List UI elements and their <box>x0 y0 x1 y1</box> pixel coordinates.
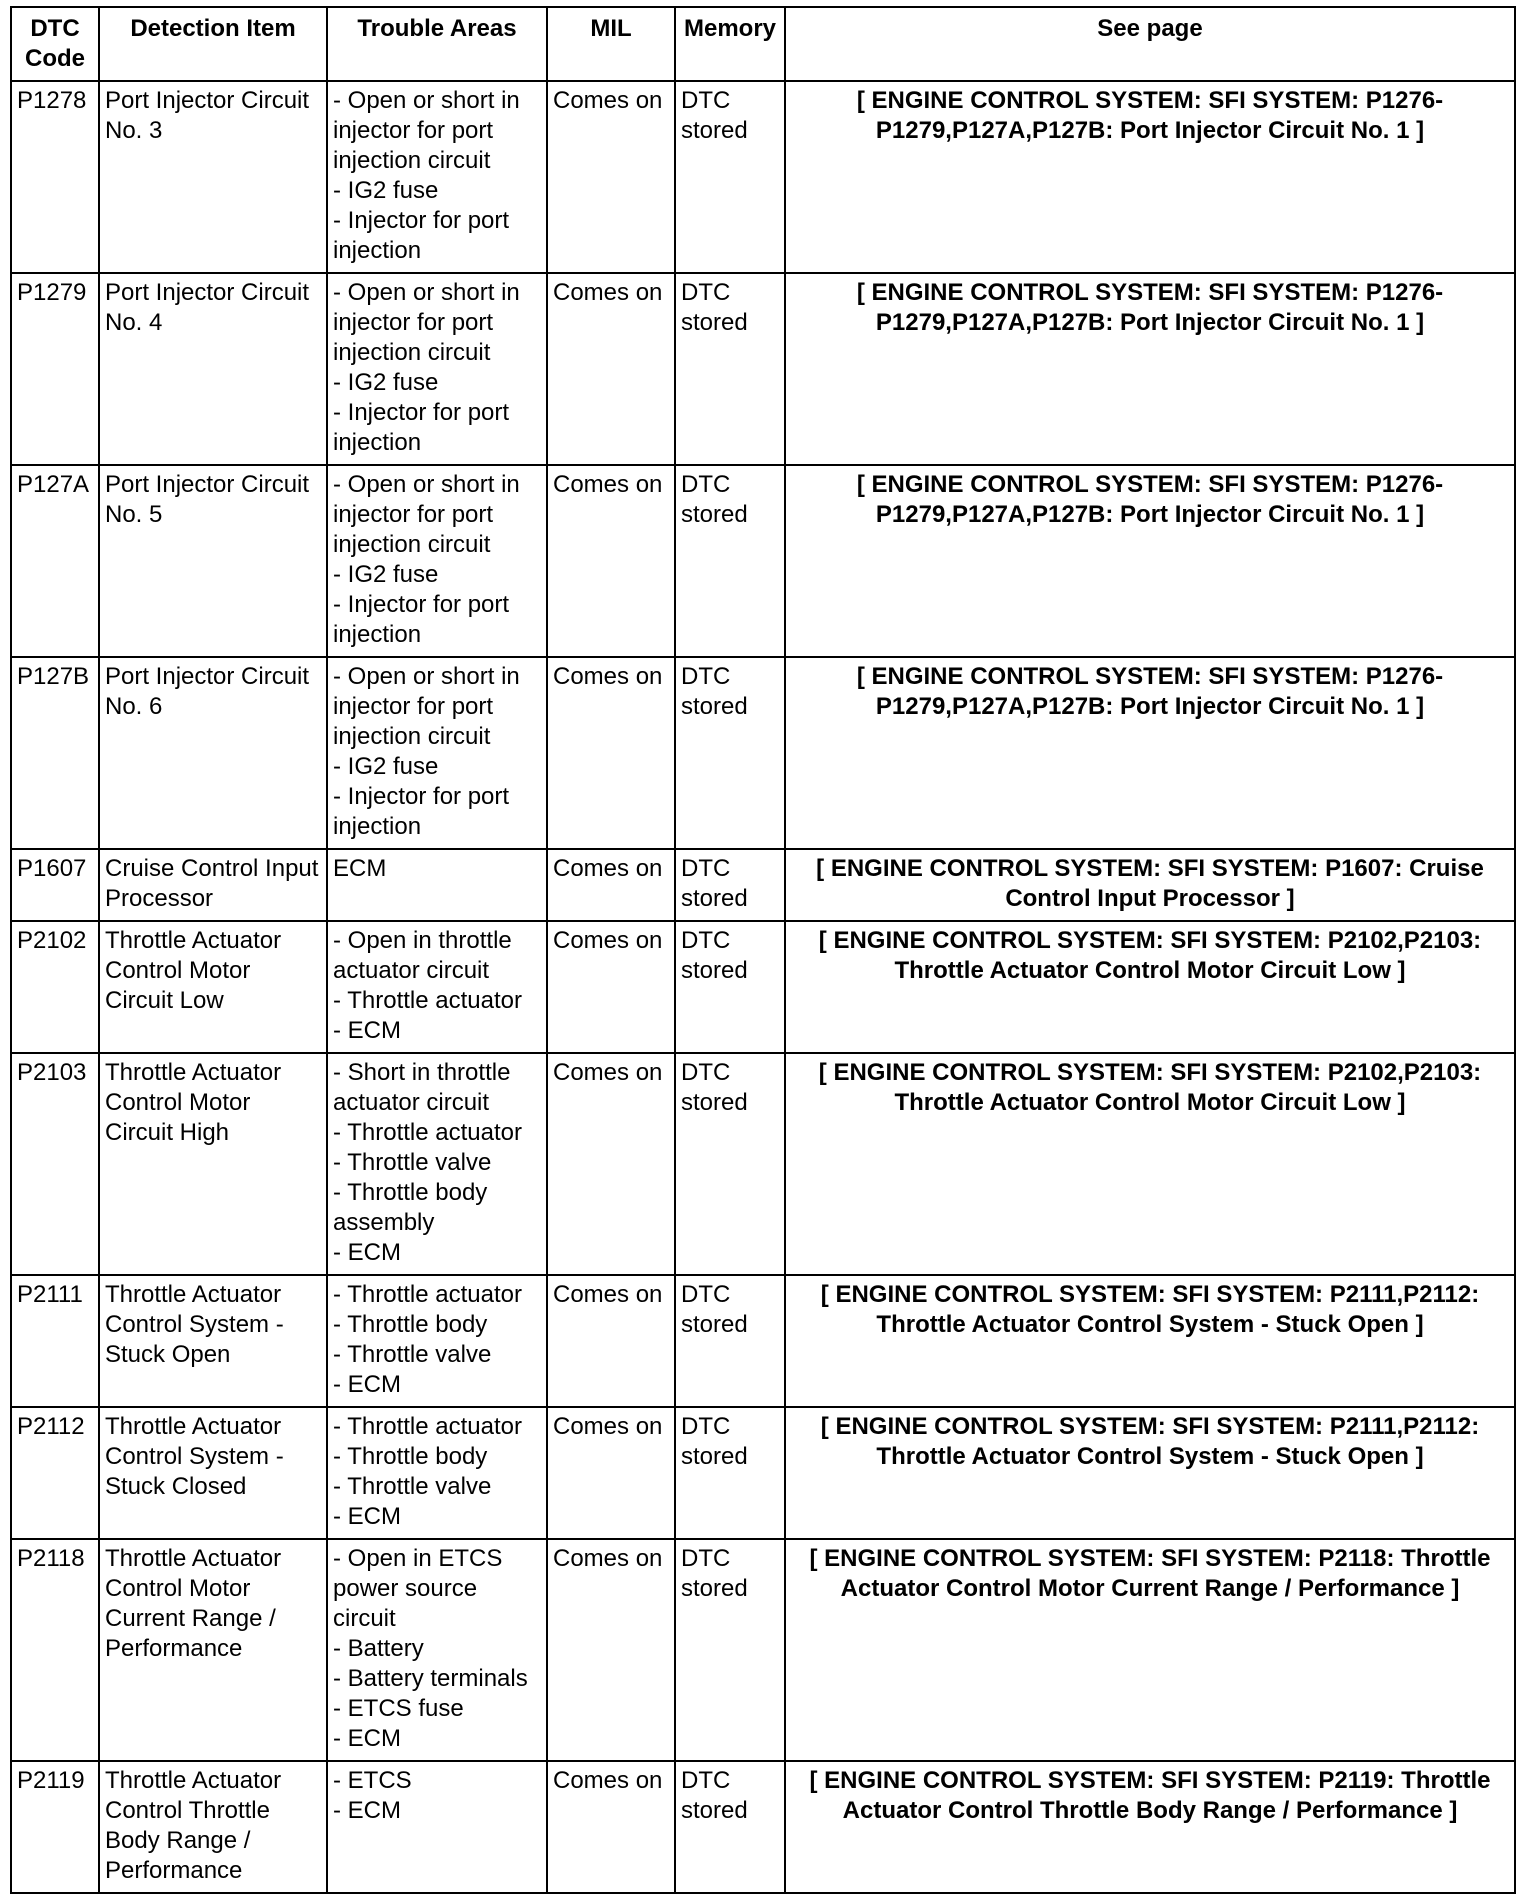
trouble-areas-cell <box>327 1275 547 1407</box>
trouble-area-line: - Open or short in injector for port injection circuit <box>333 663 520 750</box>
trouble-area-line: - Open or short in injector for port injection circuit <box>333 279 520 366</box>
see-page-cell: [ ENGINE CONTROL SYSTEM: SFI SYSTEM: P2118: Throttle Actuator Control Motor Current Range / Performance ] <box>785 1539 1515 1761</box>
trouble-areas-cell <box>327 1761 547 1893</box>
trouble-area-line: - Throttle valve <box>333 1149 492 1176</box>
table-row <box>11 1053 1515 1275</box>
trouble-area-line: - Throttle actuator <box>333 1119 522 1146</box>
memory-cell: DTC stored <box>675 849 785 921</box>
trouble-area-line: - ETCS <box>333 1767 412 1794</box>
mil-cell: Comes on <box>547 81 675 273</box>
detection-item-cell: Throttle Actuator Control Throttle Body Range / Performance <box>99 1761 327 1893</box>
see-page-cell: [ ENGINE CONTROL SYSTEM: SFI SYSTEM: P2111,P2112: Throttle Actuator Control System - Stuck Open ] <box>785 1407 1515 1539</box>
mil-cell: Comes on <box>547 657 675 849</box>
detection-item-cell: Port Injector Circuit No. 5 <box>99 465 327 657</box>
trouble-area-line: - Injector for port injection <box>333 399 510 456</box>
table-row <box>11 1539 1515 1761</box>
mil-cell: Comes on <box>547 465 675 657</box>
header-detection-item: Detection Item <box>99 7 327 81</box>
detection-item-cell: Port Injector Circuit No. 4 <box>99 273 327 465</box>
mil-cell: Comes on <box>547 1053 675 1275</box>
memory-cell: DTC stored <box>675 1053 785 1275</box>
trouble-area-line: - IG2 fuse <box>333 561 439 588</box>
trouble-area-line: - Short in throttle actuator circuit <box>333 1059 511 1116</box>
detection-item-cell: Throttle Actuator Control Motor Circuit High <box>99 1053 327 1275</box>
table-row <box>11 1761 1515 1893</box>
trouble-area-line: - Throttle valve <box>333 1341 492 1368</box>
memory-cell: DTC stored <box>675 1407 785 1539</box>
see-page-cell: [ ENGINE CONTROL SYSTEM: SFI SYSTEM: P2102,P2103: Throttle Actuator Control Motor Circuit Low ] <box>785 921 1515 1053</box>
header-trouble-areas: Trouble Areas <box>327 7 547 81</box>
header-memory: Memory <box>675 7 785 81</box>
trouble-area-line: - Injector for port injection <box>333 591 510 648</box>
header-see-page: See page <box>785 7 1515 81</box>
trouble-area-line: - Throttle actuator <box>333 987 522 1014</box>
detection-item-cell: Port Injector Circuit No. 6 <box>99 657 327 849</box>
trouble-area-line: - ECM <box>333 1725 401 1752</box>
trouble-area-line: - Throttle actuator <box>333 1413 522 1440</box>
see-page-cell: [ ENGINE CONTROL SYSTEM: SFI SYSTEM: P1276-P1279,P127A,P127B: Port Injector Circuit No. 1 ] <box>785 657 1515 849</box>
dtc-code-cell: P2112 <box>11 1407 99 1539</box>
trouble-area-line: - ECM <box>333 1017 401 1044</box>
trouble-area-line: - Battery terminals <box>333 1665 528 1692</box>
mil-cell: Comes on <box>547 921 675 1053</box>
table-row <box>11 81 1515 273</box>
trouble-area-line: - ETCS fuse <box>333 1695 464 1722</box>
dtc-table <box>10 6 1516 1894</box>
mil-cell: Comes on <box>547 849 675 921</box>
detection-item-cell: Throttle Actuator Control System - Stuck Closed <box>99 1407 327 1539</box>
trouble-areas-cell <box>327 273 547 465</box>
memory-cell: DTC stored <box>675 1761 785 1893</box>
detection-item-cell: Throttle Actuator Control Motor Current Range / Performance <box>99 1539 327 1761</box>
table-row <box>11 273 1515 465</box>
trouble-area-line: - ECM <box>333 1797 401 1824</box>
detection-item-cell: Throttle Actuator Control Motor Circuit Low <box>99 921 327 1053</box>
trouble-area-line: - Injector for port injection <box>333 783 510 840</box>
trouble-area-line: - ECM <box>333 1371 401 1398</box>
table-header-row <box>11 7 1515 81</box>
dtc-code-cell: P127A <box>11 465 99 657</box>
detection-item-cell: Throttle Actuator Control System - Stuck Open <box>99 1275 327 1407</box>
trouble-area-line: - IG2 fuse <box>333 369 439 396</box>
dtc-code-cell: P2103 <box>11 1053 99 1275</box>
trouble-area-line: - Open in throttle actuator circuit <box>333 927 512 984</box>
trouble-areas-cell <box>327 81 547 273</box>
trouble-areas-cell <box>327 657 547 849</box>
header-dtc-code: DTC Code <box>11 7 99 81</box>
trouble-area-line: - Open or short in injector for port injection circuit <box>333 471 520 558</box>
trouble-areas-cell <box>327 921 547 1053</box>
detection-item-cell: Cruise Control Input Processor <box>99 849 327 921</box>
table-row <box>11 465 1515 657</box>
header-mil: MIL <box>547 7 675 81</box>
memory-cell: DTC stored <box>675 657 785 849</box>
trouble-areas-cell <box>327 465 547 657</box>
trouble-areas-cell <box>327 1539 547 1761</box>
table-row <box>11 849 1515 921</box>
trouble-area-line: - ECM <box>333 1239 401 1266</box>
see-page-cell: [ ENGINE CONTROL SYSTEM: SFI SYSTEM: P1607: Cruise Control Input Processor ] <box>785 849 1515 921</box>
trouble-area-line: - Throttle actuator <box>333 1281 522 1308</box>
see-page-cell: [ ENGINE CONTROL SYSTEM: SFI SYSTEM: P1276-P1279,P127A,P127B: Port Injector Circuit No. 1 ] <box>785 81 1515 273</box>
see-page-cell: [ ENGINE CONTROL SYSTEM: SFI SYSTEM: P2111,P2112: Throttle Actuator Control System - Stuck Open ] <box>785 1275 1515 1407</box>
trouble-area-line: ECM <box>333 855 387 882</box>
trouble-area-line: - Open or short in injector for port injection circuit <box>333 87 520 174</box>
mil-cell: Comes on <box>547 273 675 465</box>
table-row <box>11 1407 1515 1539</box>
memory-cell: DTC stored <box>675 921 785 1053</box>
trouble-areas-cell <box>327 1407 547 1539</box>
dtc-code-cell: P1278 <box>11 81 99 273</box>
dtc-code-cell: P2111 <box>11 1275 99 1407</box>
table-row <box>11 921 1515 1053</box>
trouble-areas-cell <box>327 1053 547 1275</box>
table-body <box>11 81 1515 1893</box>
mil-cell: Comes on <box>547 1539 675 1761</box>
trouble-area-line: - Throttle valve <box>333 1473 492 1500</box>
table-row <box>11 1275 1515 1407</box>
dtc-table-container <box>10 6 1514 1894</box>
trouble-area-line: - IG2 fuse <box>333 177 439 204</box>
mil-cell: Comes on <box>547 1761 675 1893</box>
dtc-code-cell: P1607 <box>11 849 99 921</box>
see-page-cell: [ ENGINE CONTROL SYSTEM: SFI SYSTEM: P1276-P1279,P127A,P127B: Port Injector Circuit No. 1 ] <box>785 465 1515 657</box>
dtc-code-cell: P1279 <box>11 273 99 465</box>
memory-cell: DTC stored <box>675 465 785 657</box>
see-page-cell: [ ENGINE CONTROL SYSTEM: SFI SYSTEM: P2102,P2103: Throttle Actuator Control Motor Circuit Low ] <box>785 1053 1515 1275</box>
mil-cell: Comes on <box>547 1407 675 1539</box>
see-page-cell: [ ENGINE CONTROL SYSTEM: SFI SYSTEM: P1276-P1279,P127A,P127B: Port Injector Circuit No. 1 ] <box>785 273 1515 465</box>
dtc-code-cell: P2118 <box>11 1539 99 1761</box>
memory-cell: DTC stored <box>675 1275 785 1407</box>
memory-cell: DTC stored <box>675 81 785 273</box>
trouble-area-line: - Battery <box>333 1635 424 1662</box>
memory-cell: DTC stored <box>675 273 785 465</box>
trouble-area-line: - IG2 fuse <box>333 753 439 780</box>
dtc-code-cell: P2119 <box>11 1761 99 1893</box>
memory-cell: DTC stored <box>675 1539 785 1761</box>
trouble-area-line: - Injector for port injection <box>333 207 510 264</box>
detection-item-cell: Port Injector Circuit No. 3 <box>99 81 327 273</box>
trouble-area-line: - Throttle body <box>333 1443 488 1470</box>
trouble-area-line: - ECM <box>333 1503 401 1530</box>
see-page-cell: [ ENGINE CONTROL SYSTEM: SFI SYSTEM: P2119: Throttle Actuator Control Throttle Body Range / Performance ] <box>785 1761 1515 1893</box>
dtc-code-cell: P2102 <box>11 921 99 1053</box>
trouble-area-line: - Open in ETCS power source circuit <box>333 1545 503 1632</box>
table-row <box>11 657 1515 849</box>
trouble-areas-cell <box>327 849 547 921</box>
trouble-area-line: - Throttle body assembly <box>333 1179 488 1236</box>
trouble-area-line: - Throttle body <box>333 1311 488 1338</box>
dtc-code-cell: P127B <box>11 657 99 849</box>
mil-cell: Comes on <box>547 1275 675 1407</box>
